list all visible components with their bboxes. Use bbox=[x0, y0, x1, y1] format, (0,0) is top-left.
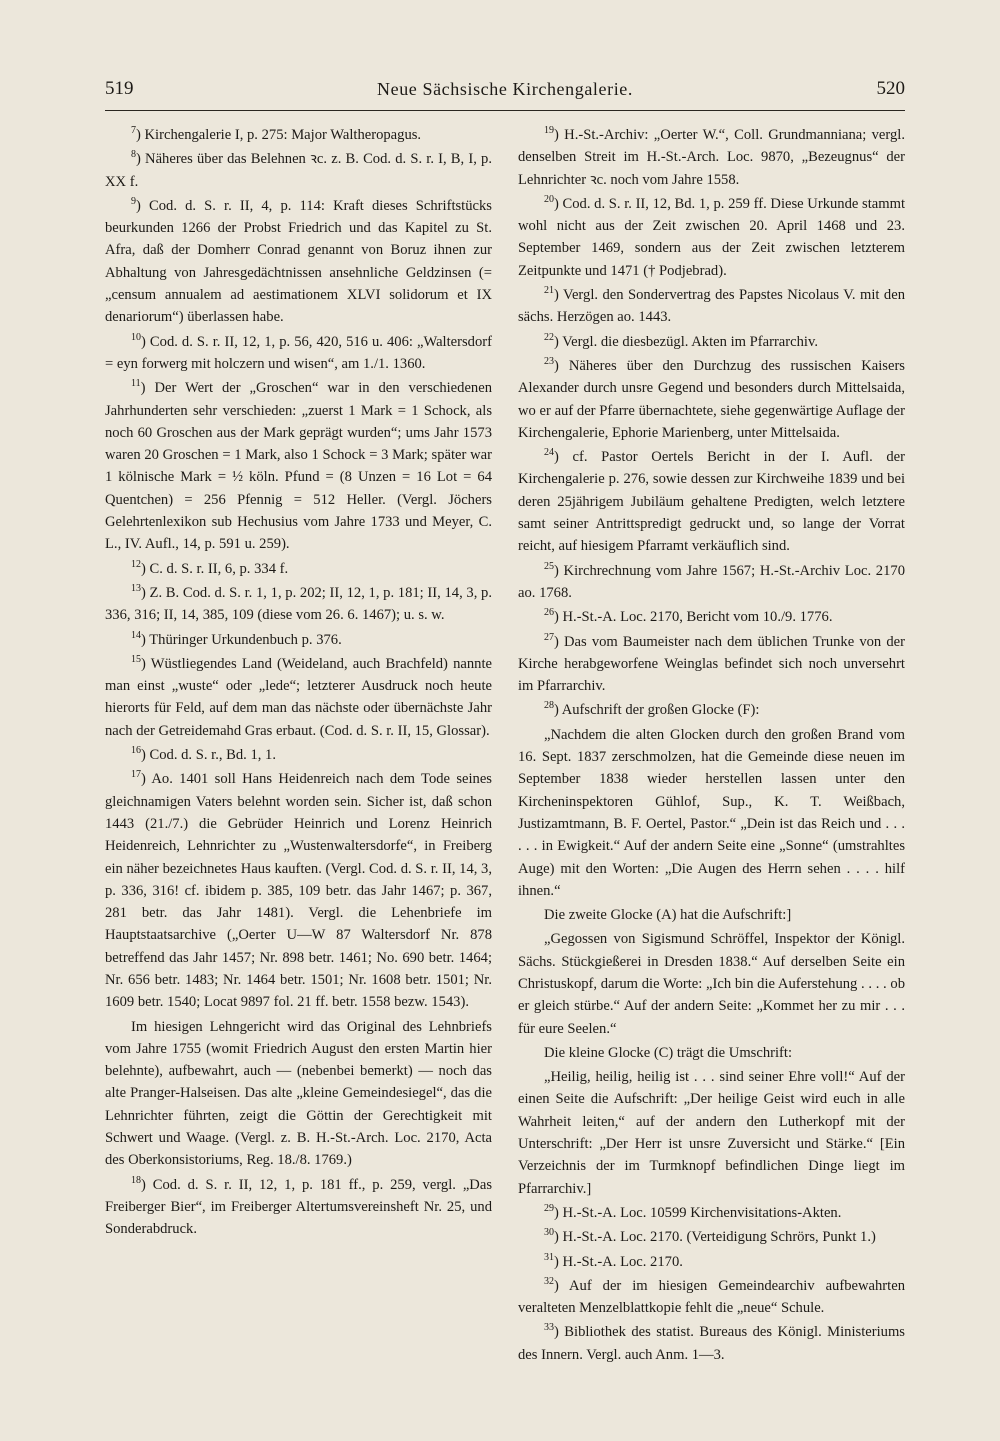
page-header bbox=[105, 78, 905, 108]
footnote-text: ) Cod. d. S. r. II, 4, p. 114: Kraft dieses Schriftstücks beurkunden 1266 der Probst Friedrich und das Kapitel zu St. Afra, daß der Domherr Conrad genannt von Boruz ihnen zur Abhaltung von Jahresgedächtnissen ansehnliche Geldzinsen (= „censum annualem ad aestimationem XLVI solidorum et IX denariorum“) überlassen habe. bbox=[105, 197, 492, 326]
footnote bbox=[105, 629, 492, 651]
footnote-number: 26 bbox=[544, 607, 554, 619]
footnote bbox=[518, 1275, 905, 1320]
header-rule bbox=[105, 110, 905, 111]
footnote-number: 31 bbox=[544, 1251, 554, 1263]
footnote-number: 19 bbox=[544, 125, 554, 137]
footnote-text: ) Cod. d. S. r. II, 12, 1, p. 181 ff., p. 259, vergl. „Das Freiberger Bier“, im Freiberger Altertumsvereinsheft Nr. 25, und Sonderabdruck. bbox=[105, 1176, 492, 1238]
footnote-text: ) Aufschrift der großen Glocke (F): bbox=[554, 702, 760, 719]
footnote-number: 28 bbox=[544, 700, 554, 712]
footnote-text: Die kleine Glocke (C) trägt die Umschrift: bbox=[544, 1044, 793, 1061]
footnote-number: 18 bbox=[131, 1174, 141, 1186]
right-column bbox=[518, 124, 905, 1364]
page-number-right: 520 bbox=[876, 78, 905, 99]
footnote bbox=[518, 724, 905, 902]
footnote-text: „Heilig, heilig, heilig ist . . . sind seiner Ehre voll!“ Auf der einen Seite die Aufschrift: „Der heilige Geist wird euch in alle Wahrheit leiten,“ auf der andern den Lutherkopf mit der Unterschrift: „Der Herr ist unsre Zuversicht und Stärke.“ [Ein Verzeichnis der im Turmknopf befindlichen Dinge liegt im Pfarrarchiv.] bbox=[518, 1069, 905, 1197]
footnote bbox=[518, 1251, 905, 1273]
footnote-number: 12 bbox=[131, 558, 141, 570]
footnote-number: 8 bbox=[131, 149, 136, 161]
footnote-number: 22 bbox=[544, 331, 554, 343]
footnote-text: ) Cod. d. S. r. II, 12, 1, p. 56, 420, 516 u. 406: „Waltersdorf = eyn forwerg mit holczern und wisen“, am 1./1. 1360. bbox=[105, 333, 492, 372]
footnote-text: ) Wüstliegendes Land (Weideland, auch Brachfeld) nannte man einst „wuste“ oder „lede“; letzterer Ausdruck noch heute hierorts für Feld, auf dem man das nächste oder übernächste Jahr nach der Getreidemahd Gras erbaut. (Cod. d. S. r. II, 15, Glossar). bbox=[105, 655, 492, 739]
footnote-text: „Nachdem die alten Glocken durch den großen Brand vom 16. Sept. 1837 zerschmolzen, hat die Gemeinde diese neuen im September 1838 wieder herstellen lassen unter den Kircheninspektoren Gühlof, Sup., K. T. Weißbach, Justizamtmann, B. F. Oertel, Pastor.“ „Dein ist das Reich und . . . . . . in Ewigkeit.“ Auf der andern Seite eine „Sonne“ (umstrahltes Auge) mit den Worten: „Die Augen des Herrn sehen . . . . hilf ihnen.“ bbox=[518, 726, 905, 899]
footnote-number: 14 bbox=[131, 629, 141, 641]
footnote bbox=[105, 124, 492, 146]
footnote-text: ) Das vom Baumeister nach dem üblichen Trunke von der Kirche herabgeworfene Weinglas befindet sich noch unversehrt im Pfarrarchiv. bbox=[518, 633, 905, 695]
footnote-text: „Gegossen von Sigismund Schröffel, Inspektor der Königl. Sächs. Stückgießerei in Dresden 1838.“ Auf derselben Seite ein Christuskopf, darum die Worte: „Ich bin die Auferstehung . . . . ob er gleich stürbe.“ Auf der andern Seite: „Kommet her zu mir . . . für eure Seelen.“ bbox=[518, 931, 905, 1037]
footnote-text: ) Kirchengalerie I, p. 275: Major Waltheropagus. bbox=[136, 127, 422, 143]
footnote-number: 17 bbox=[131, 769, 141, 781]
footnote-text: ) Cod. d. S. r. II, 12, Bd. 1, p. 259 ff. Diese Urkunde stammt wohl nicht aus der Zeit zwischen 20. April 1468 und 23. September 1469, sondern aus der Zeit zwischen letzterem Zeitpunkte und 1471 († Podjebrad). bbox=[518, 195, 905, 279]
footnote bbox=[518, 355, 905, 444]
footnote-number: 9 bbox=[131, 196, 136, 208]
footnote-text: ) cf. Pastor Oertels Bericht in der I. Aufl. der Kirchengalerie p. 276, sowie dessen zur Kirchweihe 1839 und bei deren 25jährigem Jubiläum gehaltene Predigten, welch letztere samt seiner Antrittspredigt gedruckt und, so lange der Vorrat reicht, auf hiesigem Pfarramt verkäuflich sind. bbox=[518, 449, 905, 555]
footnote bbox=[105, 331, 492, 376]
footnote bbox=[518, 631, 905, 698]
footnote-number: 15 bbox=[131, 653, 141, 665]
footnote-text: ) Näheres über den Durchzug des russischen Kaisers Alexander durch unsre Gegend und besonders durch Mittelsaida, wo er auf der Pfarre übernachtete, siehe gegenwärtige Auflage der Kirchengalerie, Ephorie Marienberg, unter Mittelsaida. bbox=[518, 357, 905, 441]
footnote-number: 30 bbox=[544, 1227, 554, 1239]
footnote-number: 16 bbox=[131, 745, 141, 757]
footnote bbox=[518, 699, 905, 721]
footnote-text: ) H.-St.-A. Loc. 2170, Bericht vom 10./9. 1776. bbox=[554, 609, 833, 626]
footnote-text: ) H.-St.-Archiv: „Oerter W.“, Coll. Grundmanniana; vergl. denselben Streit im H.-St.-Arch. Loc. 9870, „Bezeugnus“ der Lehnrichter ꝛc. noch vom Jahre 1558. bbox=[518, 127, 905, 188]
footnote-number: 27 bbox=[544, 631, 554, 643]
footnote bbox=[518, 928, 905, 1039]
footnote bbox=[518, 193, 905, 282]
footnote bbox=[105, 653, 492, 742]
footnote-text: ) Vergl. die diesbezügl. Akten im Pfarrarchiv. bbox=[554, 333, 818, 350]
footnote-text: ) Z. B. Cod. d. S. r. 1, 1, p. 202; II, 12, 1, p. 181; II, 14, 3, p. 336, 316; II, 14, 385, 109 (diese vom 26. 6. 1467); u. s. w. bbox=[105, 584, 492, 624]
footnote bbox=[105, 148, 492, 193]
footnote-text: ) Cod. d. S. r., Bd. 1, 1. bbox=[141, 747, 277, 764]
footnote-number: 25 bbox=[544, 560, 554, 572]
footnote-text: ) H.-St.-A. Loc. 2170. (Verteidigung Schrörs, Punkt 1.) bbox=[554, 1229, 876, 1246]
footnote-text: ) Vergl. den Sondervertrag des Papstes Nicolaus V. mit den sächs. Herzögen ao. 1443. bbox=[518, 287, 905, 326]
footnote bbox=[105, 744, 492, 766]
footnote-number: 13 bbox=[131, 583, 141, 595]
footnote bbox=[105, 377, 492, 555]
footnote-text: ) Auf der im hiesigen Gemeindearchiv aufbewahrten veralteten Menzelblattkopie fehlt die „neue“ Schule. bbox=[518, 1277, 905, 1317]
footnote-number: 32 bbox=[544, 1275, 554, 1287]
footnote bbox=[518, 904, 905, 926]
footnote bbox=[518, 560, 905, 605]
footnote bbox=[518, 1321, 905, 1364]
footnote-text: ) Bibliothek des statist. Bureaus des Königl. Ministeriums des Innern. Vergl. auch Anm. 1—3. bbox=[518, 1324, 905, 1363]
footnote-text: ) C. d. S. r. II, 6, p. 334 f. bbox=[141, 560, 289, 577]
footnote-text: ) Der Wert der „Groschen“ war in den verschiedenen Jahrhunderten sehr verschieden: „zuerst 1 Mark = 1 Schock, als noch 60 Groschen aus der Mark geprägt wurden“; ums Jahr 1573 waren 20 Groschen = 1 Mark, also 1 Schock = 3 Mark; später war 1 kölnische Mark = ½ köln. Pfund = (8 Unzen = 16 Lot = 64 Quentchen) = 256 Pfennig = 512 Heller. (Vergl. Jöchers Gelehrtenlexikon sub Hechusius vom Jahre 1733 und Meyer, C. L., IV. Aufl., 14, p. 591 u. 259). bbox=[105, 380, 492, 553]
footnote-number: 20 bbox=[544, 194, 554, 206]
footnote-text: ) Kirchrechnung vom Jahre 1567; H.-St.-Archiv Loc. 2170 ao. 1768. bbox=[518, 562, 905, 601]
footnote bbox=[518, 1066, 905, 1200]
footnote bbox=[518, 606, 905, 628]
footnote bbox=[105, 582, 492, 627]
footnote bbox=[105, 1016, 492, 1172]
footnote bbox=[518, 284, 905, 329]
footnote-number: 23 bbox=[544, 356, 554, 368]
running-title: Neue Sächsische Kirchengalerie. bbox=[377, 79, 633, 99]
footnote-text: Im hiesigen Lehngericht wird das Original des Lehnbriefs vom Jahre 1755 (womit Friedrich August den ersten Martin hier belehnte), aufbewahrt, auch — (nebenbei bemerkt) — noch das alte Pranger-Halseisen. Das alte „kleine Gemeindesiegel“, das die Lehnrichter führten, zeigt die Göttin der Gerechtigkeit mit Schwert und Waage. (Vergl. z. B. H.-St.-Arch. Loc. 2170, Acta des Oberkonsistoriums, Reg. 18./8. 1769.) bbox=[105, 1018, 492, 1169]
footnote bbox=[105, 195, 492, 329]
footnote-text: ) H.-St.-A. Loc. 10599 Kirchenvisitations-Akten. bbox=[554, 1204, 842, 1221]
footnote-text: Die zweite Glocke (A) hat die Aufschrift:] bbox=[544, 907, 792, 924]
footnote-number: 24 bbox=[544, 447, 554, 459]
footnote-number: 21 bbox=[544, 285, 554, 297]
footnote-number: 29 bbox=[544, 1203, 554, 1215]
footnote bbox=[518, 446, 905, 557]
page-number-left: 519 bbox=[105, 78, 134, 99]
footnote-text: ) H.-St.-A. Loc. 2170. bbox=[554, 1253, 683, 1270]
footnote bbox=[105, 558, 492, 580]
footnote bbox=[518, 124, 905, 191]
footnote-number: 11 bbox=[131, 378, 141, 390]
footnote bbox=[518, 331, 905, 353]
footnote-text: ) Näheres über das Belehnen ꝛc. z. B. Cod. d. S. r. I, B, I, p. XX f. bbox=[105, 151, 492, 190]
footnote bbox=[105, 1174, 492, 1241]
footnote bbox=[105, 768, 492, 1013]
footnote-text: ) Thüringer Urkundenbuch p. 376. bbox=[141, 631, 342, 648]
footnote bbox=[518, 1042, 905, 1064]
footnote bbox=[518, 1202, 905, 1224]
footnote-number: 7 bbox=[131, 125, 136, 137]
footnote-text: ) Ao. 1401 soll Hans Heidenreich nach dem Tode seines gleichnamigen Vaters belehnt worden sein. Sicher ist, daß schon 1443 (21./7.) die Gebrüder Heinrich und Lorenz Heinrich Heidenreich, Lehnrichter zu „Wustenwaltersdorfe“, in Freiberg ein näher bezeichnetes Haus kauften. (Vergl. Cod. d. S. r. II, 14, 3, p. 336, 316! cf. ibidem p. 385, 109 betr. das Jahr 1467; p. 367, 281 betr. das Jahr 1481). Vergl. die Lehenbriefe im Hauptstaatsarchive („Oerter U—W 87 Waltersdorf Nr. 878 betreffend das Jahr 1457; Nr. 898 betr. 1461; No. 690 betr. 1464; Nr. 656 betr. 1483; Nr. 1464 betr. 1501; Nr. 1608 betr. 1501; Nr. 1609 betr. 1540; Locat 9897 fol. 21 ff. betr. 1558 bezw. 1543). bbox=[105, 771, 492, 1011]
footnote-number: 10 bbox=[131, 331, 141, 343]
footnote bbox=[518, 1226, 905, 1248]
left-column bbox=[105, 124, 492, 1364]
footnote-number: 33 bbox=[544, 1322, 554, 1334]
